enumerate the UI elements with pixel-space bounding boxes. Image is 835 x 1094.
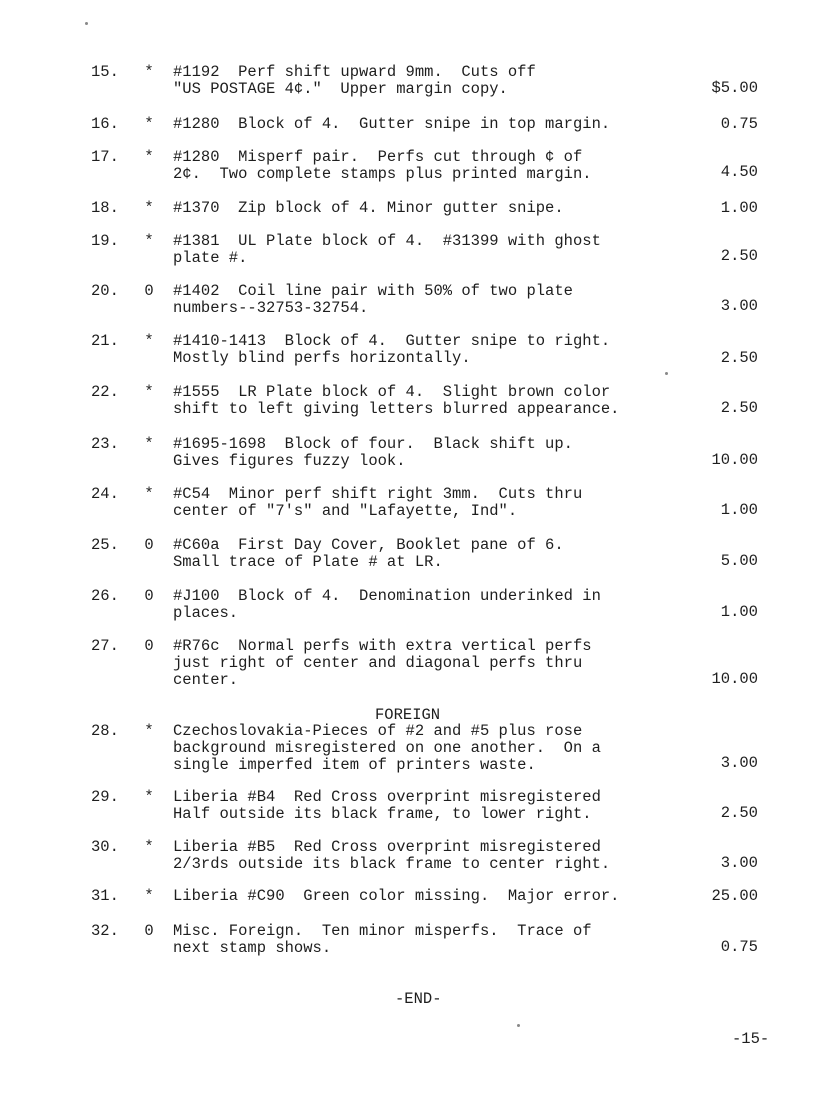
lot-number: 17. [91,148,119,166]
lot-condition-mark: * [144,199,154,217]
lot-description-line: #1280 Block of 4. Gutter snipe in top margin. [173,115,611,133]
lot-description-line: #C54 Minor perf shift right 3mm. Cuts thru [173,485,583,503]
lot-number: 27. [91,637,119,655]
lot-price: 2.50 [720,247,758,265]
lot-description-line: background misregistered on one another. On a [173,739,601,757]
lot-description-line: center. [173,671,239,689]
lot-price: 25.00 [711,887,758,905]
lot-number: 21. [91,332,119,350]
lot-description-line: shift to left giving letters blurred appearance. [173,400,620,418]
lot-condition-mark: 0 [144,536,154,554]
lot-description-line: #1402 Coil line pair with 50% of two plate [173,282,573,300]
lot-description [173,888,683,905]
lot-description-line: Mostly blind perfs horizontally. [173,349,471,367]
lot-description-line: Liberia #C90 Green color missing. Major error. [173,887,620,905]
lot-description-line: numbers--32753-32754. [173,299,369,317]
lot-number: 15. [91,63,119,81]
lot-description-line: Half outside its black frame, to lower right. [173,805,592,823]
lot-number: 16. [91,115,119,133]
lot-price: 10.00 [711,670,758,688]
lot-description-line: #1381 UL Plate block of 4. #31399 with ghost [173,232,601,250]
lot-description-line: Liberia #B5 Red Cross overprint misregistered [173,838,601,856]
lot-condition-mark: 0 [144,587,154,605]
lot-price: 0.75 [720,115,758,133]
lot-condition-mark: * [144,485,154,503]
lot-condition-mark: * [144,332,154,350]
lot-price: $5.00 [711,79,758,97]
lot-description-line: "US POSTAGE 4¢." Upper margin copy. [173,80,508,98]
end-marker: -END- [395,990,442,1008]
lot-condition-mark: * [144,788,154,806]
lot-description-line: #1555 LR Plate block of 4. Slight brown color [173,383,611,401]
lot-description [173,283,683,317]
lot-description-line: Liberia #B4 Red Cross overprint misregistered [173,788,601,806]
paper-speck [517,1024,520,1027]
lot-description [173,923,683,957]
lot-description [173,638,683,689]
lot-condition-mark: * [144,63,154,81]
lot-description-line: Small trace of Plate # at LR. [173,553,443,571]
lot-description-line: just right of center and diagonal perfs thru [173,654,583,672]
lot-price: 1.00 [720,199,758,217]
lot-description-line: single imperfed item of printers waste. [173,756,536,774]
lot-number: 29. [91,788,119,806]
lot-description-line: #1410-1413 Block of 4. Gutter snipe to right. [173,332,611,350]
lot-condition-mark: 0 [144,637,154,655]
lot-number: 26. [91,587,119,605]
lot-price: 0.75 [720,938,758,956]
lot-description-line: plate #. [173,249,248,267]
lot-number: 19. [91,232,119,250]
lot-condition-mark: * [144,148,154,166]
lot-description-line: #C60a First Day Cover, Booklet pane of 6. [173,536,564,554]
lot-condition-mark: * [144,435,154,453]
lot-price: 1.00 [720,501,758,519]
paper-speck [85,22,88,25]
lot-description-line: center of "7's" and "Lafayette, Ind". [173,502,518,520]
lot-price: 10.00 [711,451,758,469]
lot-description-line: 2¢. Two complete stamps plus printed margin. [173,165,592,183]
page-number: -15- [732,1030,770,1048]
lot-number: 31. [91,887,119,905]
lot-price: 5.00 [720,552,758,570]
lot-price: 4.50 [720,163,758,181]
lot-number: 32. [91,922,119,940]
lot-condition-mark: * [144,115,154,133]
lot-description [173,436,683,470]
lot-description-line: next stamp shows. [173,939,332,957]
lot-number: 23. [91,435,119,453]
paper-speck [665,372,668,375]
lot-condition-mark: * [144,838,154,856]
lot-condition-mark: * [144,383,154,401]
lot-description [173,723,683,774]
lot-description [173,64,683,98]
lot-number: 30. [91,838,119,856]
lot-description-line: #1280 Misperf pair. Perfs cut through ¢ of [173,148,583,166]
lot-price: 3.00 [720,297,758,315]
lot-number: 20. [91,282,119,300]
lot-condition-mark: 0 [144,282,154,300]
lot-description-line: #R76c Normal perfs with extra vertical perfs [173,637,592,655]
lot-description-line: 2/3rds outside its black frame to center right. [173,855,611,873]
lot-condition-mark: * [144,887,154,905]
lot-description [173,588,683,622]
lot-description-line: Gives figures fuzzy look. [173,452,406,470]
lot-number: 28. [91,722,119,740]
lot-description [173,116,683,133]
lot-description-line: #J100 Block of 4. Denomination underinked in [173,587,601,605]
lot-description [173,537,683,571]
lot-description-line: Misc. Foreign. Ten minor misperfs. Trace of [173,922,592,940]
lot-description [173,384,683,418]
lot-description [173,333,683,367]
lot-description-line: places. [173,604,239,622]
lot-description-line: #1192 Perf shift upward 9mm. Cuts off [173,63,536,81]
lot-price: 3.00 [720,754,758,772]
lot-price: 2.50 [720,804,758,822]
lot-number: 22. [91,383,119,401]
lot-description [173,200,683,217]
lot-condition-mark: * [144,722,154,740]
lot-description [173,233,683,267]
lot-price: 2.50 [720,349,758,367]
lot-description-line: #1695-1698 Block of four. Black shift up. [173,435,573,453]
lot-number: 18. [91,199,119,217]
lot-price: 1.00 [720,603,758,621]
lot-description [173,839,683,873]
section-heading: FOREIGN [375,706,441,724]
lot-condition-mark: 0 [144,922,154,940]
lot-number: 24. [91,485,119,503]
lot-description [173,789,683,823]
lot-description-line: #1370 Zip block of 4. Minor gutter snipe. [173,199,564,217]
lot-number: 25. [91,536,119,554]
lot-price: 2.50 [720,399,758,417]
lot-description-line: Czechoslovakia-Pieces of #2 and #5 plus rose [173,722,583,740]
lot-description [173,149,683,183]
lot-description [173,486,683,520]
lot-condition-mark: * [144,232,154,250]
lot-price: 3.00 [720,854,758,872]
